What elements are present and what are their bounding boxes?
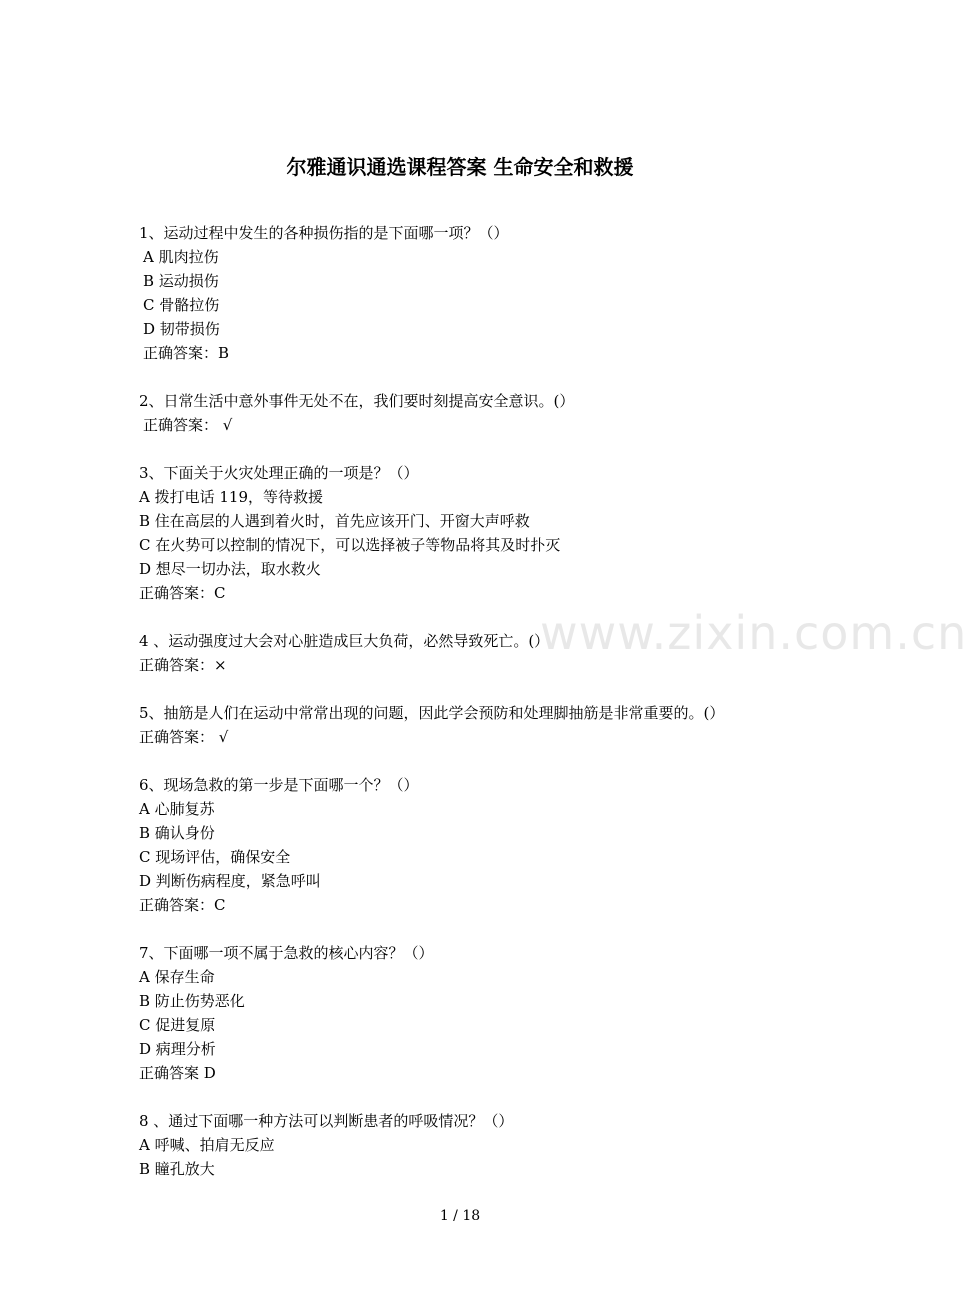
question-stem: 7、下面哪一项不属于急救的核心内容？（）: [139, 944, 434, 962]
answer-option: D 判断伤病程度，紧急呼叫: [139, 872, 321, 890]
answer-option: C 现场评估，确保安全: [139, 848, 291, 866]
correct-answer: 正确答案：C: [139, 896, 226, 914]
question-item: [139, 701, 799, 749]
question-list: [139, 221, 799, 1205]
correct-answer: 正确答案：B: [143, 344, 230, 362]
answer-option: A 拨打电话 119，等待救援: [139, 488, 323, 506]
question-item: [139, 461, 799, 605]
question-stem: 8 、通过下面哪一种方法可以判断患者的呼吸情况？（）: [139, 1112, 514, 1130]
answer-option: D 韧带损伤: [143, 320, 220, 338]
document-title: 尔雅通识通选课程答案 生命安全和救援: [286, 155, 634, 179]
question-stem: 3、下面关于火灾处理正确的一项是？（）: [139, 464, 419, 482]
answer-option: A 肌肉拉伤: [143, 248, 219, 266]
answer-option: B 确认身份: [139, 824, 215, 842]
answer-option: C 在火势可以控制的情况下，可以选择被子等物品将其及时扑灭: [139, 536, 561, 554]
answer-option: A 心肺复苏: [139, 800, 215, 818]
question-stem: 1、运动过程中发生的各种损伤指的是下面哪一项？（）: [139, 224, 509, 242]
question-item: [139, 221, 799, 365]
correct-answer: 正确答案： √: [143, 416, 233, 434]
watermark: www.zixin.com.cn: [540, 606, 967, 660]
answer-option: A 保存生命: [139, 968, 215, 986]
answer-option: C 促进复原: [139, 1016, 216, 1034]
question-item: [139, 773, 799, 917]
correct-answer: 正确答案 D: [139, 1064, 216, 1082]
question-item: [139, 389, 799, 437]
answer-option: A 呼喊、拍肩无反应: [139, 1136, 275, 1154]
question-stem: 2、日常生活中意外事件无处不在，我们要时刻提高安全意识。(）: [139, 392, 575, 410]
correct-answer: 正确答案：C: [139, 584, 226, 602]
question-stem: 6、现场急救的第一步是下面哪一个？（）: [139, 776, 419, 794]
answer-option: C 骨骼拉伤: [143, 296, 220, 314]
question-stem: 5、抽筋是人们在运动中常常出现的问题，因此学会预防和处理脚抽筋是非常重要的。(）: [139, 704, 725, 722]
question-item: [139, 941, 799, 1085]
answer-option: B 运动损伤: [143, 272, 219, 290]
answer-option: B 瞳孔放大: [139, 1160, 215, 1178]
question-item: [139, 1109, 799, 1181]
answer-option: D 想尽一切办法，取水救火: [139, 560, 321, 578]
correct-answer: 正确答案：×: [139, 656, 227, 674]
answer-option: B 住在高层的人遇到着火时，首先应该开门、开窗大声呼救: [139, 512, 530, 530]
question-item: [139, 629, 799, 677]
answer-option: B 防止伤势恶化: [139, 992, 245, 1010]
question-stem: 4 、运动强度过大会对心脏造成巨大负荷，必然导致死亡。(）: [139, 632, 550, 650]
correct-answer: 正确答案： √: [139, 728, 229, 746]
page-number: 1 / 18: [439, 1208, 481, 1224]
answer-option: D 病理分析: [139, 1040, 216, 1058]
